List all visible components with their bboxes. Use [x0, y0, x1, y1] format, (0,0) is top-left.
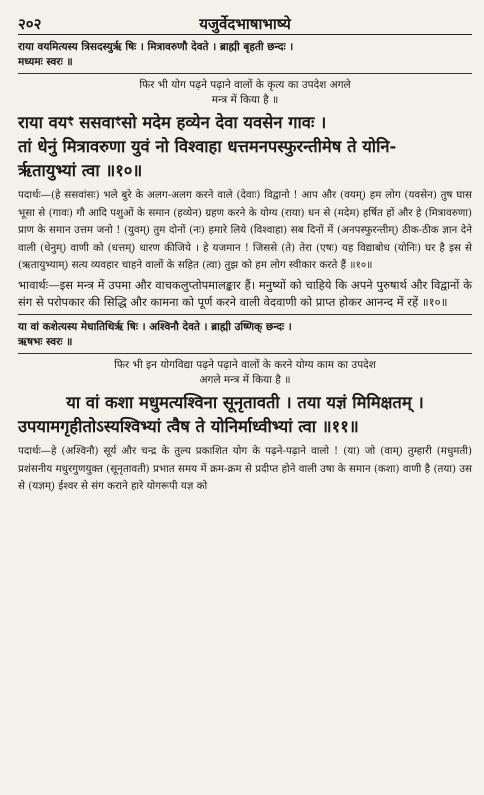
- mantra-10-verse-line2: तां धेनुं मित्रावरुणा युवं नो विश्वाहा धत्तमनपस्फुरन्तीमेष ते योनि-: [18, 137, 397, 156]
- mantra-11-verse: [18, 391, 472, 439]
- divider: [18, 353, 472, 354]
- mantra-10-verse: [18, 111, 472, 183]
- mantra-10-meta-line1: राया वयमित्यस्य त्रिसदस्युर्ऋ षिः । मित्रावरुणौ देवते । ब्राह्मी बृहती छन्दः ।: [18, 41, 294, 53]
- mantra-11-meta-line1: या वां कशेत्यस्य मेधातिथिर्ऋ षिः । अश्विनौ देवते । ब्राह्मी उष्णिक् छन्दः ।: [18, 320, 292, 333]
- running-title: यजुर्वेदभाषाभाष्ये: [199, 15, 291, 33]
- mantra-10-verse-line1: राया वयꣳ ससवाꣳसो मदेम हव्येन देवा यवसेन गावः ।: [18, 113, 327, 132]
- mantra-10-meta: [18, 40, 472, 70]
- mantra-10-verse-line3: र्ऋतायुभ्यां त्वा ॥१०॥: [18, 161, 143, 180]
- mantra-11-intro-line2: अगले मन्त्र में किया है ॥: [199, 373, 291, 386]
- page-number: २०२: [18, 15, 42, 33]
- mantra-11-intro: [18, 358, 472, 388]
- mantra-10-meta-line2: मध्यमः स्वरः ॥: [18, 56, 73, 68]
- mantra-11-meta-line2: ऋषभः स्वरः ॥: [18, 335, 73, 348]
- mantra-10-intro-line2: मन्त्र में किया है ॥: [211, 94, 279, 106]
- divider: [18, 314, 472, 315]
- mantra-10-intro: [18, 78, 472, 108]
- page-header: [18, 0, 472, 35]
- mantra-10-padartha: पदार्थः—(हे ससवांसः) भले बुरे के अलग-अलग करने वाले (देवाः) विद्वानो ! आप और (वयम्) हम लोग (यवसेन) तुष घास भूसा से (गावः) गौ आदि पशुओं के समान (हव्येन) ग्रहण करने के योग्य (राया) धन से (मदेम) हर्षित हों और हे (मित्रावरुणा) प्राण के समान उत्तम जनो ! (युवम्) तुम दोनों (नः) हमारे लिये (विश्वाहा) सब दिनों में (अनपस्फुरन्तीम्) ठीक-ठीक ज्ञान देने वाली (धेनुम्) वाणी को (धत्तम्) धारण कीजिये । हे यजमान ! जिससे (ते) तेरा (एषः) यह विद्याबोध (योनिः) घर है इस से (ऋतायुभ्याम्) सत्य व्यवहार चाहने वालों के सहित (त्वा) तुझ को हम लोग स्वीकार करते हैं ॥१०॥: [18, 189, 472, 272]
- mantra-10-intro-line1: फिर भी योग पढ़ने पढ़ाने वालों के कृत्य का उपदेश अगले: [139, 79, 351, 91]
- divider: [18, 73, 472, 74]
- mantra-11-meta: [18, 320, 472, 350]
- mantra-10-bhavartha: भावार्थः—इस मन्त्र में उपमा और वाचकलुप्तोपमालङ्कार हैं। मनुष्यों को चाहिये कि अपने पुरुषार्थ और विद्वानों के संग से परोपकार की सिद्धि और कामना को पूर्ण करने वाली वेदवाणी को प्राप्त होकर आनन्द में रहें ॥१०॥: [18, 277, 472, 309]
- mantra-11-intro-line1: फिर भी इन योगविद्या पढ़ने पढ़ाने वालों के करने योग्य काम का उपदेश: [114, 358, 376, 371]
- mantra-11-padartha: पदार्थः—हे (अश्विनौ) सूर्य और चन्द्र के तुल्य प्रकाशित योग के पढ़ने-पढ़ाने वालो ! (या) जो (वाम्) तुम्हारी (मधुमती) प्रशंसनीय मधुरगुणयुक्त (सूनृतावती) प्रभात समय में क्रम-क्रम से प्रदीप्त होने वाली उषा के समान (कशा) वाणी है (तया) उस से (यज्ञम्) ईश्वर से संग कराने हारे योगरूपी यज्ञ को: [18, 444, 472, 493]
- mantra-11-verse-line1: या वां कशा मधुमत्यश्विना सूनृतावती । तया यज्ञं मिमिक्षतम् ।: [66, 392, 424, 412]
- mantra-11-verse-line2: उपयामगृहीतोऽस्यश्विभ्यां त्वैष ते योनिर्माध्वीभ्यां त्वा ॥११॥: [18, 416, 359, 436]
